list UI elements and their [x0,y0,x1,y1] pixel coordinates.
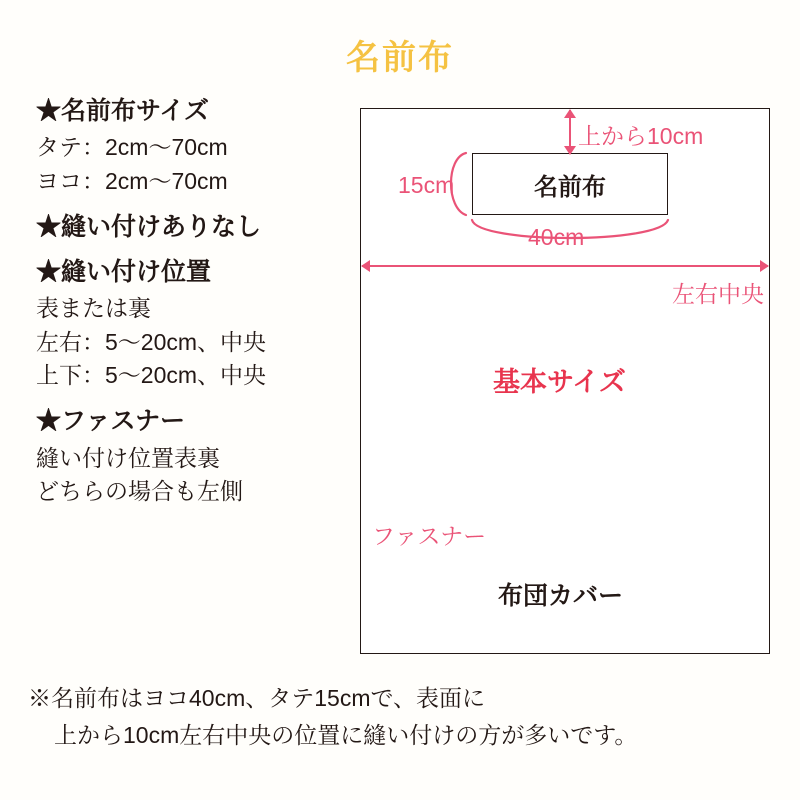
duvet-cover-label: 布団カバー [498,582,624,610]
name-cloth-height-label: 15cm [398,172,455,198]
spec-heading-zipper: ★ファスナー [36,407,186,436]
spec-line-zipper-side: どちらの場合も左側 [36,478,243,505]
zipper-label: ファスナー [372,523,487,549]
footnote-line-1: ※名前布はヨコ40cm、タテ15cmで、表面に [28,685,486,711]
name-cloth-width-label: 40cm [528,224,585,250]
spec-heading-size: ★名前布サイズ [36,97,210,125]
footnote [28,680,778,754]
top-margin-arrow-icon [569,110,571,154]
spec-list [36,96,356,508]
spec-line-height: タテ：2cm〜70cm [36,134,228,161]
basic-size-label: 基本サイズ [493,367,626,397]
center-line-arrow-icon [362,265,768,267]
spec-line-horizontal: 左右：5〜20cm、中央 [36,328,267,355]
spec-line-front-or-back: 表または裏 [36,295,151,322]
center-label: 左右中央 [672,281,764,307]
name-cloth-label: 名前布 [534,173,606,201]
footnote-line-2: 上から10cm左右中央の位置に縫い付けの方が多いです。 [54,721,638,748]
spec-heading-sewing-option: ★縫い付けありなし [36,212,262,241]
top-margin-label: 上から10cm [578,123,704,149]
page-title: 名前布 [346,39,454,77]
spec-heading-sewing-position: ★縫い付け位置 [36,258,212,287]
spec-line-zipper-position: 縫い付け位置表裏 [36,444,220,471]
spec-line-width: ヨコ：2cm〜70cm [36,167,228,194]
duvet-cover-diagram [360,108,772,656]
spec-line-vertical: 上下：5〜20cm、中央 [36,362,267,389]
name-cloth-rectangle [472,153,668,215]
